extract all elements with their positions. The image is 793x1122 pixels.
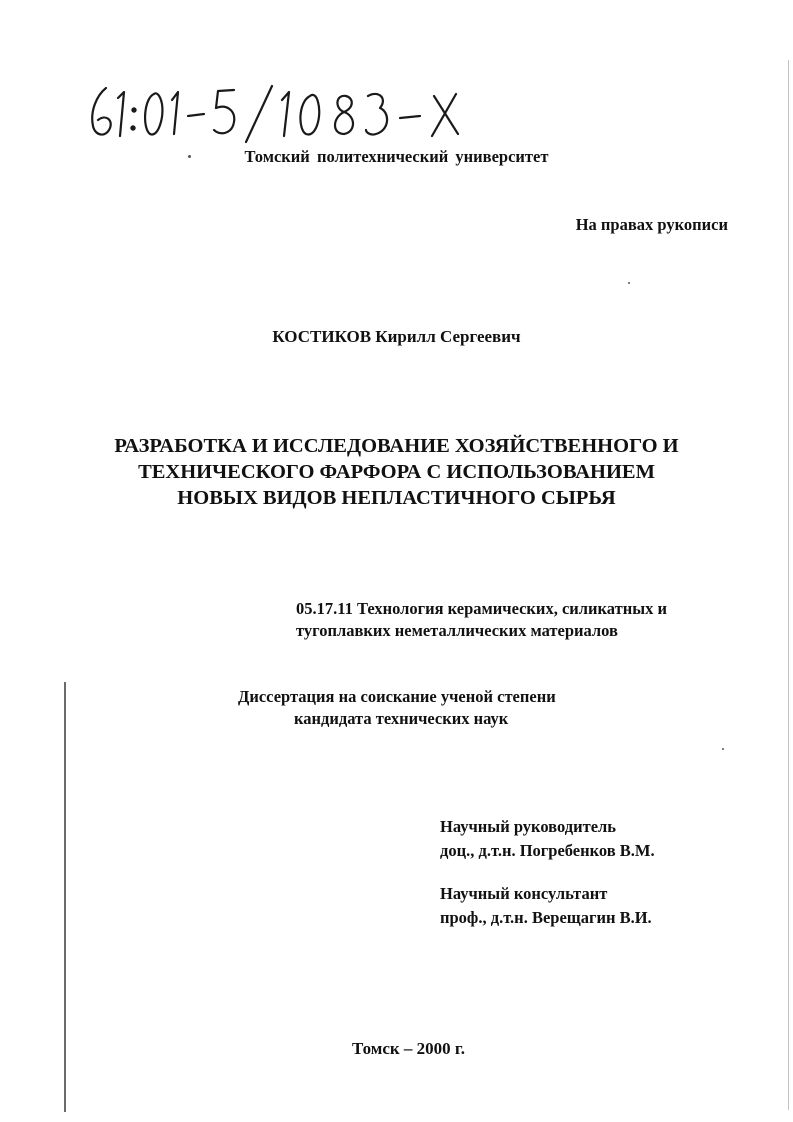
scan-edge-right	[788, 60, 789, 1110]
degree-line: Диссертация на соискание ученой степени	[238, 687, 556, 706]
supervisor-block	[440, 815, 655, 863]
rights-note: На правах рукописи	[575, 215, 728, 234]
specialty-line: тугоплавких неметаллических материалов	[296, 621, 618, 640]
supervisor-role: Научный руководитель	[440, 817, 616, 836]
author-name: КОСТИКОВ Кирилл Сергеевич	[272, 327, 521, 346]
university-name: Томский политехнический университет	[244, 147, 549, 166]
title-line: РАЗРАБОТКА И ИССЛЕДОВАНИЕ ХОЗЯЙСТВЕННОГО И	[114, 435, 679, 457]
dissertation-title	[0, 433, 793, 511]
consultant-role: Научный консультант	[440, 884, 608, 903]
specialty-line: 05.17.11 Технология керамических, силикатных и	[296, 599, 667, 618]
scan-edge-left	[64, 682, 66, 1112]
degree-block	[238, 686, 556, 730]
degree-line: кандидата технических наук	[294, 709, 509, 728]
specialty-block	[296, 598, 667, 642]
consultant-block	[440, 882, 652, 930]
title-line: НОВЫХ ВИДОВ НЕПЛАСТИЧНОГО СЫРЬЯ	[177, 487, 616, 509]
supervisor-name: доц., д.т.н. Погребенков В.М.	[440, 841, 655, 860]
city-year: Томск – 2000 г.	[352, 1039, 465, 1058]
scan-speck	[722, 748, 724, 750]
handwritten-shelfmark	[84, 78, 484, 148]
consultant-name: проф., д.т.н. Верещагин В.И.	[440, 908, 652, 927]
scan-speck	[628, 282, 630, 284]
title-line: ТЕХНИЧЕСКОГО ФАРФОРА С ИСПОЛЬЗОВАНИЕМ	[138, 461, 655, 483]
